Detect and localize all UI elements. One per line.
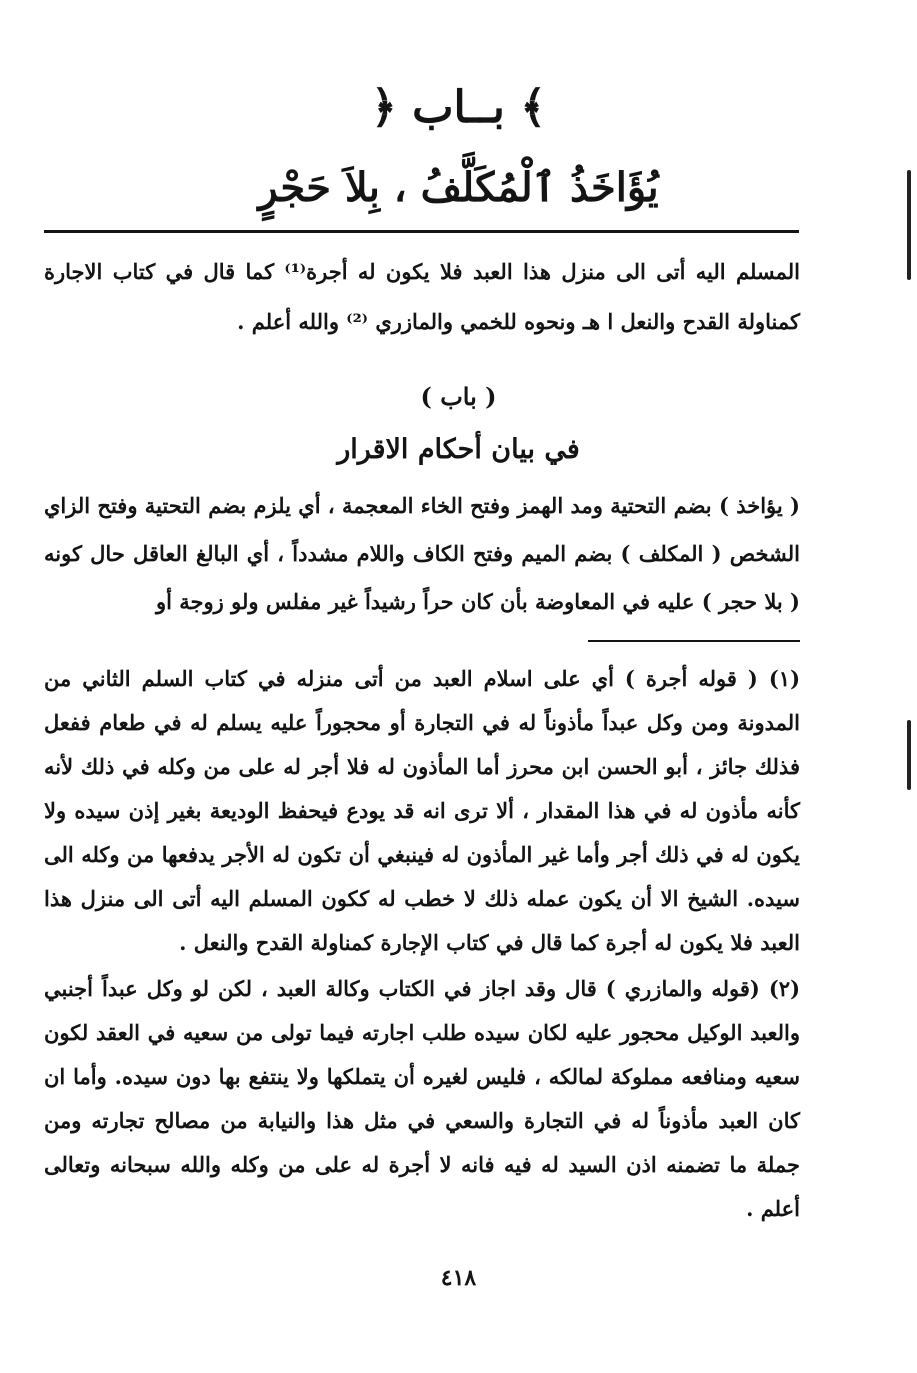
chapter-subtitle: يُؤَاخَذُ ٱلْمُكَلَّفُ ، بِلاَ حَجْرٍ [258,164,659,211]
main-paragraph: ( يؤاخذ ) بضم التحتية ومد الهمز وفتح الخاء المعجمة ، أي يلزم بضم التحتية وفتح الزاي الشخص ( المكلف ) بضم الميم وفتح الكاف واللام مشدداً ، أي البالغ العاقل حال كونه ( بلا حجر ) عليه في المعاوضة بأن كان حراً رشيداً غير مفلس ولو زوجة أو [44,493,800,614]
page-number: ٤١٨ [440,1265,477,1291]
chapter-title: ﴿ بــاب ﴾ [370,82,547,133]
footnote-2: (٢) (قوله والمازري ) قال وقد اجاز في الكتاب وكالة العبد ، لكن لو وكل عبداً أجنبي والعبد الوكيل محجور عليه لكان سيده طلب اجارته فيما تولى من سعيه في العقد لكون سعيه ومنافعه مملوكة لمالكه ، فليس لغيره أن يتملكها ولا ينتفع بها دون سيده. وأما ان كان العبد مأذوناً له في التجارة والسعي في مثل هذا والنيابة من مصالح تجارته ومن جملة ما تضمنه اذن السيد له فيه فانه لا أجرة له على من وكله والله سبحانه وتعالى أعلم . [44,976,801,1221]
footnote-1: (١) ( قوله أجرة ) أي على اسلام العبد من أتى منزله في كتاب السلم الثاني من المدونة ومن وكل عبداً مأذوناً له في التجارة أو محجوراً عليه يسلم له في طعام ففعل فذلك جائز ، أبو الحسن ابن محرز أما المأذون له فلا أجر له على من وكله في ذلك لأنه كأنه مأذون له في هذا المقدار ، ألا ترى انه قد يودع فيحفظ الوديعة بغير إذن سيده ولا يكون له في ذلك أجر وأما غير المأذون له فينبغي أن تكون له الأجر يدفعها من وكله الى سيده. الشيخ الا أن يكون عمله ذلك لا خطب له ككون المسلم اليه أتى الى منزل هذا العبد فلا يكون له أجرة كما قال في كتاب الإجارة كمناولة القدح والنعل . [44,666,800,955]
header-divider [44,230,799,233]
carryover-paragraph: المسلم اليه أتى الى منزل هذا العبد فلا يكون له أجرة⁽¹⁾ كما قال في كتاب الاجارة كمناولة القدح والنعل ا هـ ونحوه للخمي والمازري ⁽²⁾ والله أعلم . [44,259,800,334]
section-title: في بيان أحكام الاقرار [337,434,580,465]
section-label: ( باب ) [420,382,497,411]
footnote-divider [588,640,800,642]
scan-edge-mark [907,170,911,280]
scan-edge-mark [907,720,911,790]
